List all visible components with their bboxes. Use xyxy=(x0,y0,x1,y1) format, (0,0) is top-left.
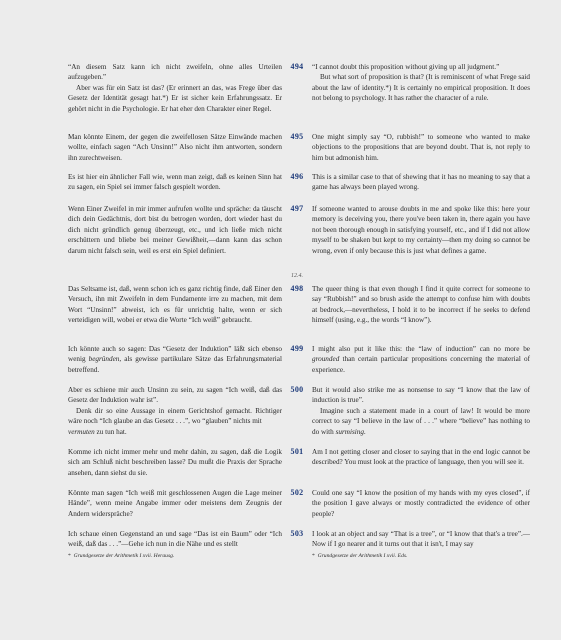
text-line: Could one say “I know the position of my hands with my eyes closed”, if the position I gave always or mostly contradicted the evidence of other people? xyxy=(312,489,530,518)
text-line: The queer thing is that even though I find it quite correct for someone to say “Rubbish!” and so brush aside the attempt to confuse him with doubts at bedrock,—nevertheless, I hold it to be incorrect if he seeks to defend himself (using, e.g., the words “I know”). xyxy=(312,285,530,325)
text-line: Es ist hier ein ähnlicher Fall wie, wenn man zeigt, daß es keinen Sinn hat zu sagen, ein Spiel sei immer falsch gespielt worden. xyxy=(68,173,282,192)
emphasis: grounded xyxy=(312,355,340,364)
text-span: Imagine such a statement made in a court of law! It would be more correct to say “I believe in the law of . . .” where “believe” has nothing to do with xyxy=(312,406,530,436)
text-line: Aber was für ein Satz ist das? (Er erinnert an das, was Frege über das Gesetz der Identität gesagt hat.*) Er ist sicher kein Erfahrungssatz. Er gehört nicht in die Psychologie. Er hat eher den Charakter einer Regel. xyxy=(68,83,282,113)
footnote-text: Grundgesetze der Arithmetik I xvii. Herausg. xyxy=(73,553,175,559)
english-paragraph-494 xyxy=(312,62,530,104)
text-line: Man könnte Einem, der gegen die zweifellosen Sätze Einwände machen wollte, einfach sagen “Ach Unsinn!” Also nicht ihm antworten, sondern ihn zurechtweisen. xyxy=(68,133,282,162)
german-paragraph-500 xyxy=(68,385,282,437)
paragraph-number: 503 xyxy=(290,529,304,538)
footnote-text: Grundgesetze der Arithmetik I xvii. Eds. xyxy=(317,553,408,559)
date-marker: 12.4. xyxy=(291,273,303,279)
text-line: Könnte man sagen “Ich weiß mit geschlossenen Augen die Lage meiner Hände”, wenn meine Angabe immer oder meistens dem Zeugnis der Andern widerspräche? xyxy=(68,489,282,518)
paragraph-number: 494 xyxy=(290,62,304,71)
emphasis: begründen xyxy=(88,355,120,364)
german-paragraph-497 xyxy=(68,204,282,256)
footnote-mark: * xyxy=(312,553,315,559)
text-line: “An diesem Satz kann ich nicht zweifeln, ohne alles Urteilen aufzugeben.” xyxy=(68,63,282,82)
text-span: zu tun hat. xyxy=(94,427,127,436)
text-line: Ich schaue einen Gegenstand an und sage “Das ist ein Baum” oder “Ich weiß, daß das . . .”—Gehe ich nun in die Nähe und es stellt xyxy=(68,530,282,549)
text-span: Denk dir so eine Aussage in einem Gerichtshof gemacht. Richtiger wäre noch “Ich glaube an das Gesetz . . .”, wo “glauben” nichts mit xyxy=(68,406,282,426)
english-paragraph-497 xyxy=(312,204,530,256)
paragraph-number: 496 xyxy=(290,172,304,181)
paragraph-number: 497 xyxy=(290,204,304,213)
text-line xyxy=(312,344,530,375)
text-line: But what sort of proposition is that? (It is reminiscent of what Frege said about the law of identity.*) It is certainly no empirical proposition. It does not belong to psychology. It has rather the character of a rule. xyxy=(312,73,530,103)
text-line: Wenn Einer Zweifel in mir immer aufrufen wollte und spräche: da täuscht dich dein Gedächtnis, dort bist du betrogen worden, dort wieder hast du dich nicht gründlich genug überzeugt, etc., und ich ließe mich nicht erschüttern und bliebe bei meiner Gewißheit,—dann kann das schon darum nicht falsch sein, weil es erst ein Spiel definiert. xyxy=(68,205,282,255)
text-line xyxy=(68,406,282,437)
german-paragraph-494 xyxy=(68,62,282,114)
footnote-mark: * xyxy=(68,553,71,559)
text-line: Aber es schiene mir auch Unsinn zu sein, zu sagen “Ich weiß, daß das Gesetz der Induktion wahr ist”. xyxy=(68,386,282,405)
german-paragraph-503 xyxy=(68,529,282,550)
footnote-english xyxy=(312,553,530,560)
german-paragraph-502 xyxy=(68,488,282,519)
paragraph-number: 495 xyxy=(290,132,304,141)
german-paragraph-495 xyxy=(68,132,282,163)
english-paragraph-502 xyxy=(312,488,530,519)
paragraph-number: 501 xyxy=(290,447,304,456)
german-paragraph-498 xyxy=(68,284,282,326)
german-paragraph-501 xyxy=(68,447,282,478)
text-line xyxy=(312,406,530,437)
text-line: If someone wanted to arouse doubts in me and spoke like this: here your memory is deceiving you, there you've been taken in, there again you have not been thorough enough in satisfying yourself, etc., and if I did not allow myself to be shaken but kept to my certainty—then my doing so cannot be wrong, even if only because this is just what defines a game. xyxy=(312,205,530,255)
text-span: I might also put it like this: the “law of induction” can no more be xyxy=(312,345,530,353)
text-span: , als gewisse partikulare Sätze das Erfahrungsmaterial betreffend. xyxy=(68,355,282,374)
emphasis: vermuten xyxy=(68,427,95,436)
footnote-german xyxy=(68,553,282,560)
german-paragraph-499 xyxy=(68,344,282,375)
emphasis: surmising xyxy=(335,427,364,436)
text-line: This is a similar case to that of shewing that it has no meaning to say that a game has always been played wrong. xyxy=(312,173,530,192)
english-paragraph-498 xyxy=(312,284,530,326)
text-line: I look at an object and say “That is a tree”, or “I know that that's a tree”.—Now if I go nearer and it turns out that it isn't, I may say xyxy=(312,530,530,549)
text-line: One might simply say “O, rubbish!” to someone who wanted to make objections to the propositions that are beyond doubt. That is, not reply to him but admonish him. xyxy=(312,133,530,162)
text-span: than certain particular propositions concerning the material of experience. xyxy=(312,355,530,374)
english-paragraph-496 xyxy=(312,172,530,193)
english-paragraph-495 xyxy=(312,132,530,163)
text-line: Das Seltsame ist, daß, wenn schon ich es ganz richtig finde, daß Einer den Versuch, ihn mit Zweifeln in dem Fundamente irre zu machen, mit dem Wort “Unsinn!” abweist, ich es für unrichtig halte, wenn er sich verteidigen will, wobei er etwa die Worte “Ich weiß” gebraucht. xyxy=(68,285,282,325)
text-line: But it would also strike me as nonsense to say “I know that the law of induction is true”. xyxy=(312,386,530,405)
english-paragraph-500 xyxy=(312,385,530,437)
english-paragraph-499 xyxy=(312,344,530,375)
text-line xyxy=(68,344,282,375)
paragraph-number: 502 xyxy=(290,488,304,497)
text-line: Komme ich nicht immer mehr und mehr dahin, zu sagen, daß die Logik sich am Schluß nicht beschreiben lasse? Du mußt die Praxis der Sprache ansehen, dann siehst du sie. xyxy=(68,448,282,477)
paragraph-number: 500 xyxy=(290,385,304,394)
english-paragraph-501 xyxy=(312,447,530,468)
german-paragraph-496 xyxy=(68,172,282,193)
text-line: “I cannot doubt this proposition without giving up all judgment.” xyxy=(312,63,500,71)
paragraph-number: 499 xyxy=(290,344,304,353)
text-line: Am I not getting closer and closer to saying that in the end logic cannot be described? You must look at the practice of language, then you will see it. xyxy=(312,448,530,467)
text-span: . xyxy=(363,427,366,436)
text-span: Ich könnte auch so sagen: Das “Gesetz der Induktion” läßt sich ebenso wenig xyxy=(68,345,282,364)
paragraph-number: 498 xyxy=(290,284,304,293)
english-paragraph-503 xyxy=(312,529,530,550)
